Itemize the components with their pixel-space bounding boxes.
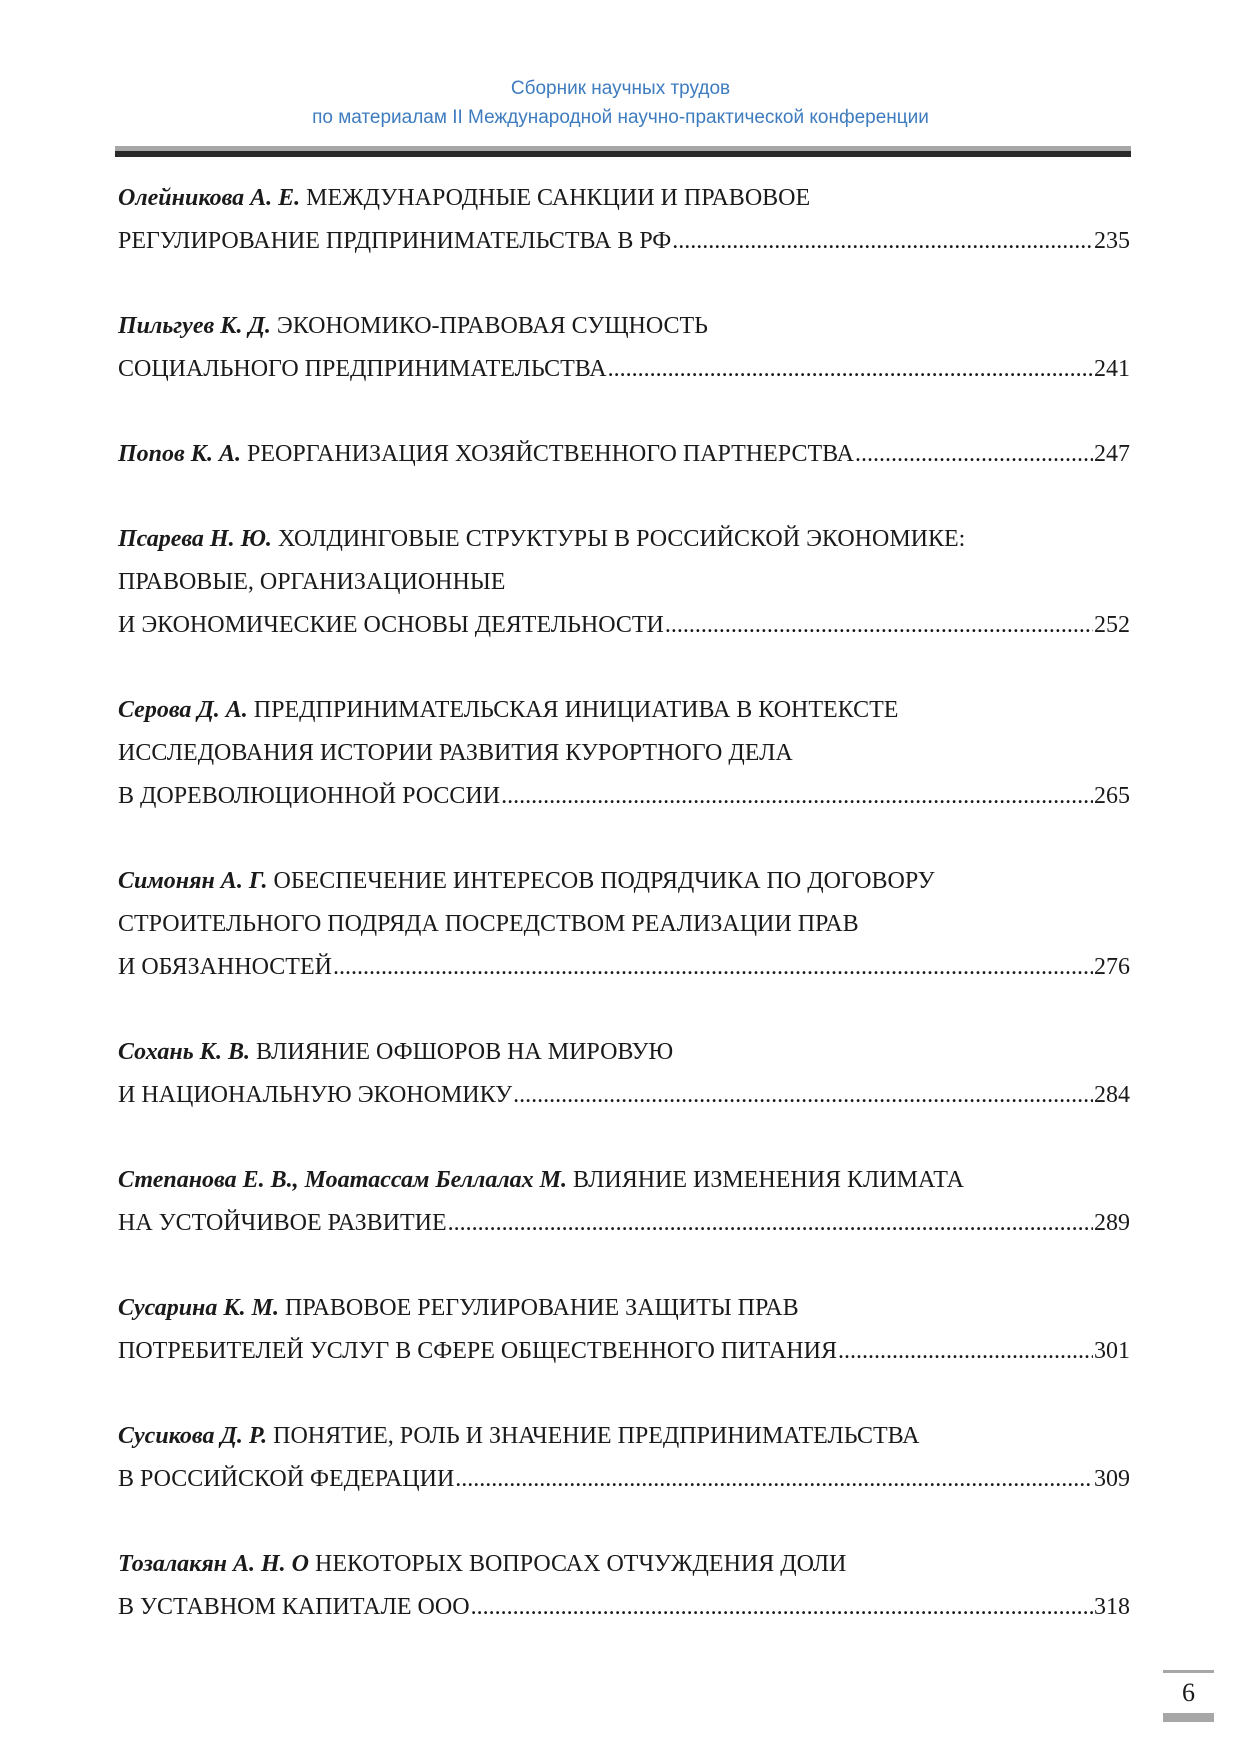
toc-entry-text xyxy=(118,433,854,476)
toc-entry-page: 265 xyxy=(1094,783,1130,809)
toc-entry-text xyxy=(118,775,500,818)
table-of-contents xyxy=(118,177,1130,1671)
toc-entry-line xyxy=(118,305,1130,348)
toc-entry-line xyxy=(118,1287,1130,1330)
toc-entry-title: ПРАВОВОЕ РЕГУЛИРОВАНИЕ ЗАЩИТЫ ПРАВ xyxy=(284,1295,799,1321)
toc-entry-text xyxy=(118,313,708,339)
toc-entry-title: ОБЕСПЕЧЕНИЕ ИНТЕРЕСОВ ПОДРЯДЧИКА ПО ДОГОВОРУ xyxy=(273,868,935,894)
toc-entry-title: ПОНЯТИЕ, РОЛЬ И ЗНАЧЕНИЕ ПРЕДПРИНИМАТЕЛЬСТВА xyxy=(273,1423,920,1449)
toc-entry-line xyxy=(118,1543,1130,1586)
toc-entry-text xyxy=(118,1295,799,1321)
toc-entry-title: СОЦИАЛЬНОГО ПРЕДПРИНИМАТЕЛЬСТВА xyxy=(118,356,607,382)
toc-entry-authors: Сохань К. В. xyxy=(118,1039,250,1065)
dot-leader xyxy=(672,220,1093,263)
dot-leader xyxy=(455,1458,1093,1501)
toc-entry-text xyxy=(118,911,859,937)
toc-entry-title: И ОБЯЗАННОСТЕЙ xyxy=(118,954,332,980)
toc-entry-line xyxy=(118,903,1130,946)
toc-entry xyxy=(118,1415,1130,1501)
toc-entry-title: ЭКОНОМИКО-ПРАВОВАЯ СУЩНОСТЬ xyxy=(276,313,708,339)
toc-entry-text xyxy=(118,1039,673,1065)
page-number-box xyxy=(1163,1670,1214,1722)
toc-entry-line xyxy=(118,348,1130,391)
dot-leader xyxy=(855,433,1093,476)
page-number: 6 xyxy=(1182,1678,1195,1707)
toc-entry-text xyxy=(118,569,505,595)
toc-entry xyxy=(118,433,1130,476)
toc-entry-text xyxy=(118,1330,837,1373)
dot-leader xyxy=(471,1586,1093,1629)
toc-entry-text xyxy=(118,868,935,894)
toc-entry-authors: Пильгуев К. Д. xyxy=(118,313,271,339)
toc-entry-page: 276 xyxy=(1094,954,1130,980)
toc-entry-title: РЕГУЛИРОВАНИЕ ПРДПРИНИМАТЕЛЬСТВА В РФ xyxy=(118,228,672,254)
toc-entry-line xyxy=(118,860,1130,903)
toc-entry-line xyxy=(118,689,1130,732)
dot-leader xyxy=(608,348,1093,391)
toc-entry-page: 318 xyxy=(1094,1594,1130,1620)
toc-entry-title: СТРОИТЕЛЬНОГО ПОДРЯДА ПОСРЕДСТВОМ РЕАЛИЗАЦИИ ПРАВ xyxy=(118,911,859,937)
toc-entry xyxy=(118,1031,1130,1117)
toc-entry-title: ПРАВОВЫЕ, ОРГАНИЗАЦИОННЫЕ xyxy=(118,569,506,595)
toc-entry-text xyxy=(118,1551,846,1577)
toc-entry-text xyxy=(118,740,793,766)
toc-entry-title: НА УСТОЙЧИВОЕ РАЗВИТИЕ xyxy=(118,1210,447,1236)
toc-entry-text xyxy=(118,697,898,723)
dot-leader xyxy=(513,1074,1093,1117)
toc-entry-title: ХОЛДИНГОВЫЕ СТРУКТУРЫ В РОССИЙСКОЙ ЭКОНОМИКЕ: xyxy=(277,526,966,552)
toc-entry xyxy=(118,518,1130,647)
toc-entry-authors: Тозалакян А. Н. О xyxy=(118,1551,310,1577)
toc-entry-page: 289 xyxy=(1094,1210,1130,1236)
header-rule-dark xyxy=(115,151,1131,157)
toc-entry-page: 309 xyxy=(1094,1466,1130,1492)
toc-entry xyxy=(118,689,1130,818)
toc-entry-title: В ДОРЕВОЛЮЦИОННОЙ РОССИИ xyxy=(118,783,501,809)
toc-entry-text xyxy=(118,1586,470,1629)
toc-entry-line xyxy=(118,561,1130,604)
toc-entry-line xyxy=(118,946,1130,989)
toc-entry-line xyxy=(118,1202,1130,1245)
toc-entry-text xyxy=(118,604,664,647)
toc-entry-line xyxy=(118,732,1130,775)
toc-entry-line xyxy=(118,604,1130,647)
toc-entry xyxy=(118,1543,1130,1629)
toc-entry-title: ИССЛЕДОВАНИЯ ИСТОРИИ РАЗВИТИЯ КУРОРТНОГО ДЕЛА xyxy=(118,740,793,766)
toc-entry-title: РЕОРГАНИЗАЦИЯ ХОЗЯЙСТВЕННОГО ПАРТНЕРСТВА xyxy=(247,441,854,467)
toc-entry-line xyxy=(118,1586,1130,1629)
toc-entry-title: ВЛИЯНИЕ ИЗМЕНЕНИЯ КЛИМАТА xyxy=(572,1167,965,1193)
toc-entry-text xyxy=(118,348,607,391)
toc-entry xyxy=(118,1287,1130,1373)
toc-entry xyxy=(118,860,1130,989)
toc-entry-text xyxy=(118,1458,454,1501)
toc-entry-text xyxy=(118,526,965,552)
toc-entry-authors: Серова Д. А. xyxy=(118,697,248,723)
toc-entry-authors: Сусарина К. М. xyxy=(118,1295,279,1321)
header-line-2: по материалам II Международной научно-практической конференции xyxy=(312,107,929,128)
toc-entry-line xyxy=(118,775,1130,818)
toc-entry-line xyxy=(118,433,1130,476)
toc-entry-line xyxy=(118,1415,1130,1458)
toc-entry-title: ПОТРЕБИТЕЛЕЙ УСЛУГ В СФЕРЕ ОБЩЕСТВЕННОГО ПИТАНИЯ xyxy=(118,1338,837,1364)
toc-entry-authors: Попов К. А. xyxy=(118,441,242,467)
toc-entry-page: 252 xyxy=(1094,612,1130,638)
header-line-1: Сборник научных трудов xyxy=(510,78,731,99)
toc-entry-authors: Симонян А. Г. xyxy=(118,868,268,894)
toc-entry-line xyxy=(118,518,1130,561)
toc-entry-page: 235 xyxy=(1094,228,1130,254)
dot-leader xyxy=(448,1202,1093,1245)
toc-entry-title: И ЭКОНОМИЧЕСКИЕ ОСНОВЫ ДЕЯТЕЛЬНОСТИ xyxy=(118,612,664,638)
toc-entry-line xyxy=(118,1330,1130,1373)
toc-entry-line xyxy=(118,177,1130,220)
toc-entry-text xyxy=(118,220,671,263)
toc-entry-line xyxy=(118,220,1130,263)
toc-entry-line xyxy=(118,1031,1130,1074)
toc-entry-text xyxy=(118,1167,964,1193)
toc-entry-text xyxy=(118,185,810,211)
toc-entry-text xyxy=(118,1423,919,1449)
toc-entry-title: ВЛИЯНИЕ ОФШОРОВ НА МИРОВУЮ xyxy=(255,1039,674,1065)
toc-entry-line xyxy=(118,1159,1130,1202)
toc-entry-title: МЕЖДУНАРОДНЫЕ САНКЦИИ И ПРАВОВОЕ xyxy=(306,185,811,211)
toc-entry-text xyxy=(118,946,332,989)
running-header xyxy=(0,74,1241,132)
toc-entry-page: 301 xyxy=(1094,1338,1130,1364)
page-number-bottom-bar xyxy=(1163,1713,1214,1722)
toc-entry-line xyxy=(118,1074,1130,1117)
toc-entry-authors: Сусикова Д. Р. xyxy=(118,1423,268,1449)
dot-leader xyxy=(665,604,1093,647)
toc-entry-page: 284 xyxy=(1094,1082,1130,1108)
toc-entry-title: ПРЕДПРИНИМАТЕЛЬСКАЯ ИНИЦИАТИВА В КОНТЕКСТЕ xyxy=(253,697,899,723)
toc-entry-title: В РОССИЙСКОЙ ФЕДЕРАЦИИ xyxy=(118,1466,455,1492)
toc-entry xyxy=(118,1159,1130,1245)
toc-entry-text xyxy=(118,1074,512,1117)
toc-entry-text xyxy=(118,1202,447,1245)
toc-entry-page: 247 xyxy=(1094,441,1130,467)
toc-entry-title: В УСТАВНОМ КАПИТАЛЕ ООО xyxy=(118,1594,470,1620)
toc-entry-authors: Степанова Е. В., Моатассам Беллалах М. xyxy=(118,1167,567,1193)
toc-entry-title: НЕКОТОРЫХ ВОПРОСАХ ОТЧУЖДЕНИЯ ДОЛИ xyxy=(315,1551,847,1577)
toc-entry xyxy=(118,177,1130,263)
toc-entry-authors: Олейникова А. Е. xyxy=(118,185,301,211)
dot-leader xyxy=(838,1330,1093,1373)
toc-entry-line xyxy=(118,1458,1130,1501)
toc-entry xyxy=(118,305,1130,391)
toc-entry-page: 241 xyxy=(1094,356,1130,382)
toc-entry-title: И НАЦИОНАЛЬНУЮ ЭКОНОМИКУ xyxy=(118,1082,513,1108)
dot-leader xyxy=(333,946,1093,989)
toc-entry-authors: Псарева Н. Ю. xyxy=(118,526,272,552)
dot-leader xyxy=(501,775,1093,818)
